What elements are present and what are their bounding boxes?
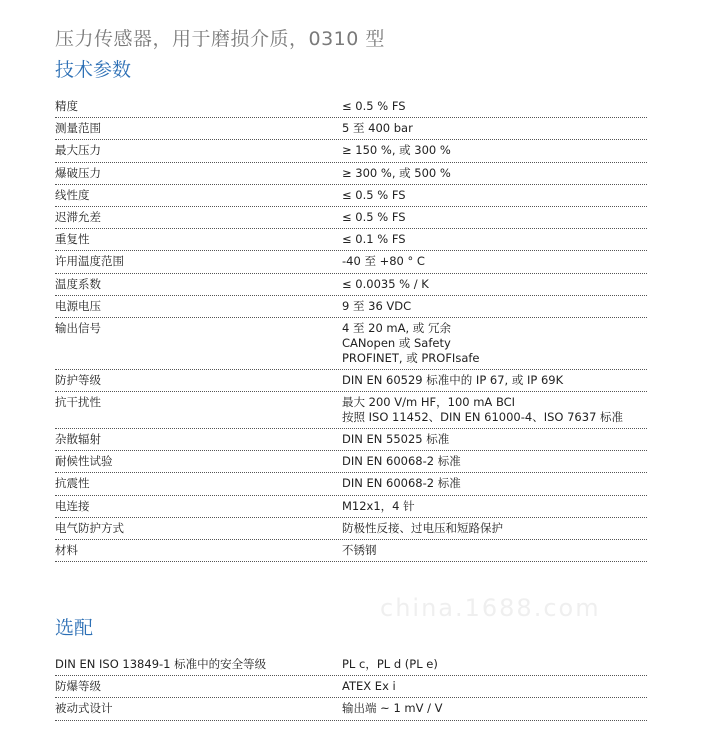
- tech-spec-row: [55, 429, 647, 451]
- tech-spec-row: [55, 370, 647, 392]
- spec-value-line: DIN EN 55025 标准: [342, 432, 450, 447]
- spec-value: [342, 543, 647, 558]
- spec-value: [342, 232, 647, 247]
- spec-value-line: ≥ 300 %, 或 500 %: [342, 165, 451, 180]
- spec-value: [342, 454, 647, 469]
- option-row: [55, 676, 647, 698]
- spec-value-line: DIN EN 60068-2 标准: [342, 476, 461, 491]
- spec-value: [342, 521, 647, 536]
- spec-value: [342, 432, 647, 447]
- spec-value-line: M12x1，4 针: [342, 498, 415, 513]
- spec-value: [342, 299, 647, 314]
- spec-value-line: 防极性反接、过电压和短路保护: [342, 520, 503, 535]
- tech-spec-row: [55, 163, 647, 185]
- option-row: [55, 654, 647, 676]
- tech-spec-row: [55, 185, 647, 207]
- spec-label: 防爆等级: [55, 679, 101, 694]
- option-row: [55, 698, 647, 720]
- spec-label: 线性度: [55, 187, 90, 202]
- tech-spec-row: [55, 296, 647, 318]
- spec-label: 重复性: [55, 232, 90, 247]
- spec-value-line: PL c，PL d (PL e): [342, 657, 438, 671]
- spec-value: [342, 143, 647, 158]
- spec-value: [342, 188, 647, 203]
- spec-value-line: 5 至 400 bar: [342, 121, 413, 136]
- tech-spec-row: [55, 318, 647, 370]
- spec-value: [342, 210, 647, 225]
- tech-spec-row: [55, 251, 647, 273]
- spec-label: 杂散辐射: [55, 432, 101, 447]
- options-table: [55, 654, 647, 721]
- spec-value-line: ≤ 0.1 % FS: [342, 232, 406, 247]
- spec-label: 测量范围: [55, 121, 101, 136]
- spec-value: [342, 99, 647, 114]
- tech-spec-row: [55, 473, 647, 495]
- spec-label: 抗震性: [55, 476, 90, 491]
- spec-value: [342, 395, 647, 425]
- spec-label: 材料: [55, 543, 78, 557]
- spec-value: [342, 321, 647, 366]
- spec-value: [342, 166, 647, 181]
- spec-value-line: 9 至 36 VDC: [342, 298, 412, 313]
- page-title: 压力传感器，用于磨损介质，0310 型: [55, 28, 385, 50]
- spec-value-line: DIN EN 60068-2 标准: [342, 454, 461, 469]
- spec-label: 温度系数: [55, 276, 101, 291]
- spec-value-line: 输出端 ~ 1 mV / V: [342, 701, 443, 716]
- spec-value-line: ATEX Ex i: [342, 679, 396, 694]
- spec-label: 电连接: [55, 498, 90, 513]
- spec-value: [342, 277, 647, 292]
- tech-spec-row: [55, 274, 647, 296]
- spec-label: 电气防护方式: [55, 520, 124, 535]
- spec-value-line: ≤ 0.5 % FS: [342, 187, 406, 202]
- tech-specs-table: [55, 96, 647, 562]
- spec-label: 防护等级: [55, 372, 101, 387]
- spec-label: 迟滞允差: [55, 209, 101, 224]
- spec-value-line: 按照 ISO 11452、DIN EN 61000-4、ISO 7637 标准: [342, 410, 624, 425]
- tech-spec-row: [55, 451, 647, 473]
- spec-value-line: 不锈钢: [342, 543, 377, 557]
- tech-spec-row: [55, 540, 647, 562]
- tech-spec-row: [55, 518, 647, 540]
- spec-value: [342, 701, 647, 716]
- spec-label: 电源电压: [55, 298, 101, 313]
- tech-spec-row: [55, 392, 647, 429]
- tech-spec-row: [55, 140, 647, 162]
- spec-value: [342, 254, 647, 269]
- spec-value: [342, 121, 647, 136]
- spec-value-line: PROFINET, 或 PROFIsafe: [342, 350, 480, 365]
- spec-value-line: CANopen 或 Safety: [342, 335, 451, 350]
- spec-label: 精度: [55, 99, 78, 113]
- spec-value-line: DIN EN 60529 标准中的 IP 67, 或 IP 69K: [342, 372, 564, 387]
- spec-value: [342, 499, 647, 514]
- spec-value-line: ≤ 0.5 % FS: [342, 99, 406, 113]
- spec-value-line: 最大 200 V/m HF，100 mA BCI: [342, 395, 516, 410]
- watermark-text: china.1688.com: [380, 594, 601, 622]
- spec-label: 耐候性试验: [55, 454, 113, 469]
- spec-value-line: ≤ 0.0035 % / K: [342, 276, 429, 291]
- spec-value-line: 4 至 20 mA, 或 冗余: [342, 320, 451, 335]
- options-heading: 选配: [55, 617, 94, 639]
- tech-spec-row: [55, 229, 647, 251]
- spec-label: 爆破压力: [55, 165, 101, 180]
- spec-label: 许用温度范围: [55, 254, 124, 269]
- spec-value: [342, 476, 647, 491]
- spec-label: 最大压力: [55, 143, 101, 158]
- spec-value-line: ≥ 150 %, 或 300 %: [342, 143, 451, 158]
- tech-spec-row: [55, 118, 647, 140]
- spec-value-line: -40 至 +80 ° C: [342, 254, 425, 269]
- spec-label: 抗干扰性: [55, 395, 101, 410]
- tech-spec-row: [55, 207, 647, 229]
- spec-label: 被动式设计: [55, 701, 113, 716]
- spec-value: [342, 679, 647, 694]
- spec-value: [342, 657, 647, 672]
- spec-value: [342, 373, 647, 388]
- spec-label: DIN EN ISO 13849-1 标准中的安全等级: [55, 657, 267, 671]
- spec-value-line: ≤ 0.5 % FS: [342, 209, 406, 224]
- tech-spec-row: [55, 496, 647, 518]
- tech-specs-heading: 技术参数: [55, 59, 132, 81]
- spec-label: 输出信号: [55, 320, 101, 335]
- tech-spec-row: [55, 96, 647, 118]
